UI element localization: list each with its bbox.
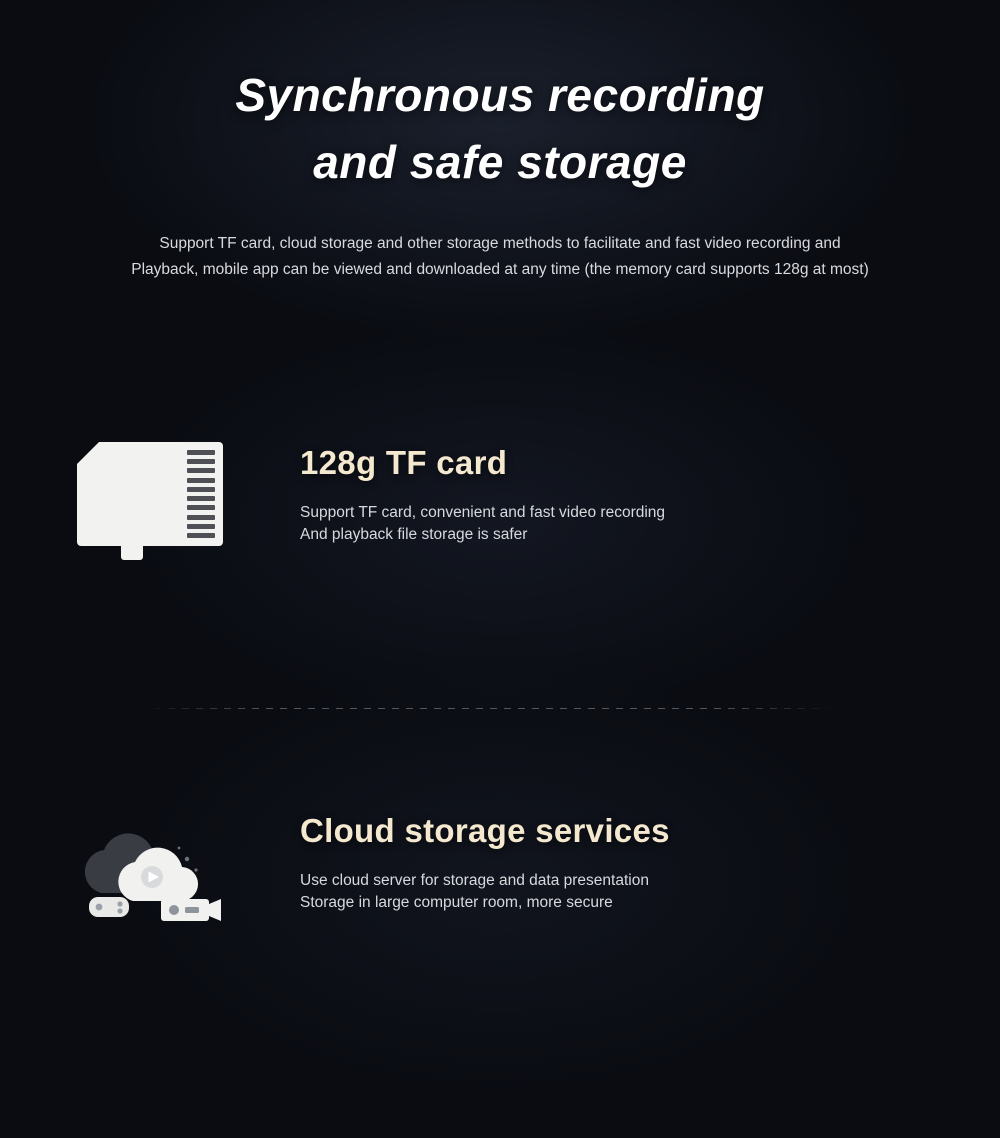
tf-card-corner: [77, 442, 99, 464]
cloud-storage-description-line-2: Storage in large computer room, more secure: [300, 894, 613, 912]
page-subtitle-line-1: Support TF card, cloud storage and other storage methods to facilitate and fast video recording and: [159, 235, 841, 253]
page-title-line-1: Synchronous recording: [235, 69, 765, 121]
tf-card-description-line-1: Support TF card, convenient and fast video recording: [300, 504, 666, 521]
section-divider: [140, 708, 840, 709]
tf-card-contacts: [187, 450, 215, 538]
tf-card-icon-wrap: [0, 432, 300, 572]
tf-card-notch: [121, 546, 143, 560]
cloud-storage-description-line-1: Use cloud server for storage and data presentation: [300, 872, 649, 889]
tf-card-description: [300, 502, 1000, 547]
tf-card-icon: [77, 442, 223, 562]
cloud-storage-description: [300, 870, 1000, 915]
tf-card-text: [300, 432, 1000, 547]
feature-tf-card: [0, 432, 1000, 572]
page-title-line-2: and safe storage: [313, 135, 687, 188]
cloud-storage-text: [300, 800, 1000, 915]
page-subtitle: [60, 231, 940, 282]
cloud-storage-title: Cloud storage services: [300, 812, 670, 849]
cloud-storage-icon-wrap: [0, 800, 300, 940]
tf-card-description-line-2: And playback file storage is safer: [300, 526, 528, 544]
page-title: [0, 62, 1000, 195]
page-subtitle-line-2: Playback, mobile app can be viewed and downloaded at any time (the memory card supports 128g at most): [131, 260, 869, 278]
cloud-storage-icon: [75, 815, 225, 925]
feature-cloud-storage: [0, 800, 1000, 940]
tf-card-title: 128g TF card: [300, 444, 508, 481]
